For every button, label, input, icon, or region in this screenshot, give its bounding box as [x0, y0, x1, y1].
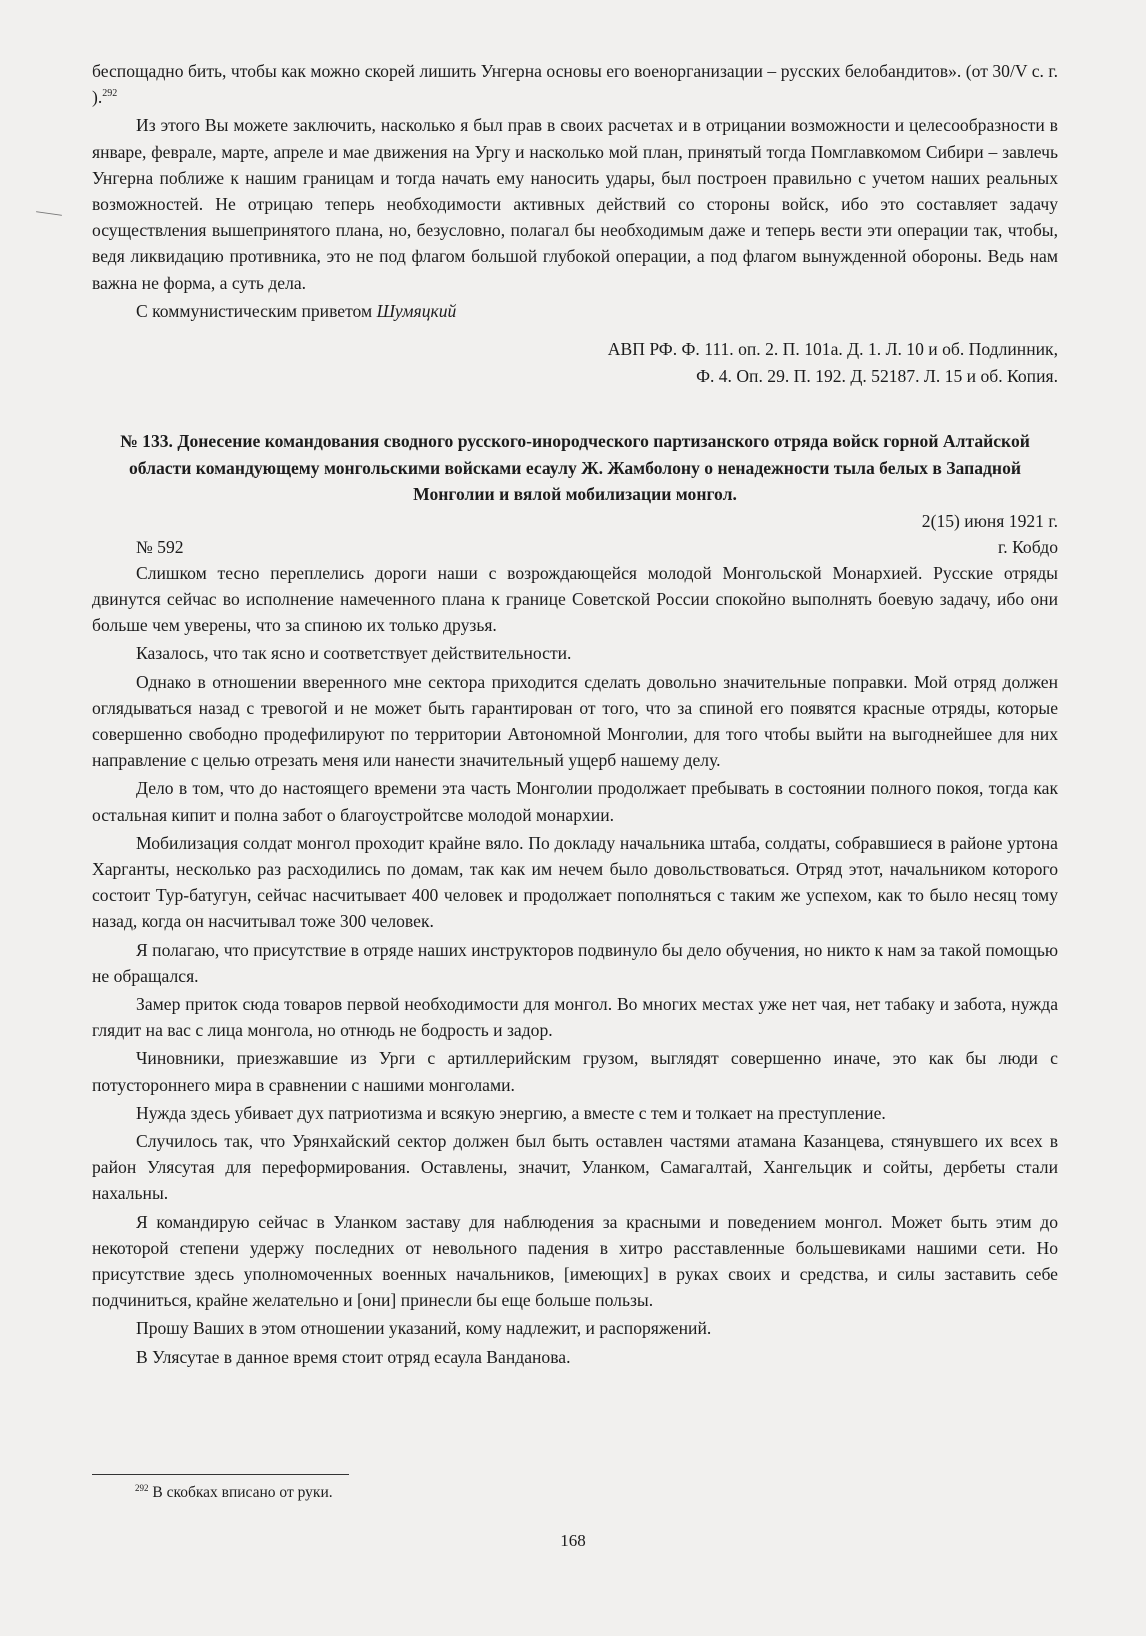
document-paragraph: Нужда здесь убивает дух патриотизма и всякую энергию, а вместе с тем и толкает на преступление.	[136, 1102, 886, 1123]
document-paragraph: Я полагаю, что присутствие в отряде наших инструкторов подвинуло бы дело обучения, но никто к нам за такой помощью не обращался.	[92, 939, 1058, 986]
page-body	[92, 58, 1058, 1372]
page-number: 168	[560, 1531, 586, 1550]
document-number: № 592	[136, 536, 184, 557]
document-paragraph: Чиновники, приезжавшие из Урги с артиллерийским грузом, выглядят совершенно иначе, это как бы люди с потустороннего мира в сравнении с нашими монголами.	[92, 1048, 1058, 1095]
document-paragraph: Однако в отношении вверенного мне сектора приходится сделать довольно значительные поправки. Мой отряд должен оглядываться назад с тревогой и не может быть гарантирован от того, что за спиной его появятся красные отряды, которые совершенно свободно продефилируют по территории Автономной Монголии, для того чтобы выйти на выгоднейшее для них направление с целью отрезать меня или нанести значительный ущерб нашему делу.	[92, 671, 1058, 771]
signature: Шумяцкий	[376, 300, 457, 321]
archive-line: АВП РФ. Ф. 111. оп. 2. П. 101а. Д. 1. Л. 10 и об. Подлинник,	[607, 339, 1058, 360]
document-paragraph: Прошу Ваших в этом отношении указаний, кому надлежит, и распоряжений.	[136, 1318, 712, 1339]
document-paragraph: Я командирую сейчас в Уланком заставу для наблюдения за красными и поведением монгол. Может быть этим до некоторой степени удержу последних от невольного падения в хитро расставленные большевиками нашими сети. Но присутствие здесь уполномоченных военных начальников, [имеющих] в руках своих и средства, и силы заставить себе подчиниться, крайне желательно и [они] принесли бы еще больше пользы.	[92, 1211, 1058, 1311]
footnote-text: В скобках вписано от руки.	[152, 1484, 333, 1501]
document-date: 2(15) июня 1921 г.	[921, 510, 1058, 531]
document-paragraph: Слишком тесно переплелись дороги наши с возрождающейся молодой Монгольской Монархией. Русские отряды двинутся сейчас во исполнение намеченного плана к границе Советской России спокойно выполнять боевую задачу, ибо они больше чем уверены, что за спиною их только друзья.	[92, 562, 1058, 636]
footnote-number: 292	[135, 1483, 149, 1493]
carryover-paragraph: беспощадно бить, чтобы как можно скорей лишить Унгерна основы его военорганизации – русских белобандитов». (от 30/V с. г. ).$^{292}$	[92, 61, 1058, 108]
document-paragraph: В Улясутае в данное время стоит отряд есаула Ванданова.	[136, 1346, 571, 1367]
document-paragraph: Дело в том, что до настоящего времени эта часть Монголии продолжает пребывать в состоянии полного покоя, тогда как остальная кипит и полна забот о благоустройтсве молодой монархии.	[92, 778, 1058, 825]
signoff-greeting: С коммунистическим приветом	[136, 300, 377, 321]
document-place: г. Кобдо	[998, 536, 1058, 557]
document-paragraph: Случилось так, что Урянхайский сектор должен был быть оставлен частями атамана Казанцева, стянувшего их всех в район Улясутая для переформирования. Оставлены, значит, Уланком, Самагалтай, Хангельцик и сойты, дербеты стали нахальны.	[92, 1131, 1058, 1204]
document-text	[92, 560, 1058, 1370]
carryover-paragraph: Из этого Вы можете заключить, насколько я был прав в своих расчетах и в отрицании возможности и целесообразности в январе, феврале, марте, апреле и мае движения на Ургу и насколько мой план, принятый тогда Помглавкомом Сибири – завлечь Унгерна поближе к нашим границам и тогда начать ему наносить удары, был построен правильно с учетом наших реальных возможностей. Не отрицаю теперь необходимости активных действий со стороны войск, ибо это составляет задачу осуществления вышепринятого плана, но, безусловно, полагал бы необходимым даже и теперь вести эти операции так, чтобы, ведя ликвидацию противника, это не под флагом большой глубокой операции, а под флагом вынужденной обороны. Ведь нам важна не форма, а суть дела.	[92, 115, 1058, 293]
document-paragraph: Замер приток сюда товаров первой необходимости для монгол. Во многих местах уже нет чая, нет табаку и забота, нужда глядит на вас с лица монгола, но отнюдь не бодрость и задор.	[92, 993, 1058, 1041]
margin-pencil-mark	[36, 211, 62, 216]
footnote	[135, 1483, 333, 1503]
document-paragraph: Казалось, что так ясно и соответствует действительности.	[136, 643, 572, 664]
footnote-reference: 292	[102, 88, 118, 100]
signoff	[92, 298, 1058, 324]
archive-line: Ф. 4. Оп. 29. П. 192. Д. 52187. Л. 15 и об. Копия.	[696, 366, 1058, 387]
archive-reference	[92, 336, 1058, 390]
document-paragraph: Мобилизация солдат монгол проходит крайне вяло. По докладу начальника штаба, солдаты, собравшиеся в районе уртона Харганты, несколько раз расходились по домам, так как им нечем было довольствоваться. Отряд этот, начальником которого состоит Тур-батугун, сейчас насчитывает 400 человек и продолжает пополняться с таким же успехом, как то было несяц тому назад, когда он насчитывал тоже 300 человек.	[92, 832, 1058, 932]
footnote-rule	[92, 1474, 349, 1475]
document-title: № 133. Донесение командования сводного русского-инородческого партизанского отряда войск горной Алтайской области командующему монгольскими войсками есаулу Ж. Жамболону о ненадежности тыла белых в Западной Монголии и вялой мобилизации монгол.	[120, 431, 1030, 505]
